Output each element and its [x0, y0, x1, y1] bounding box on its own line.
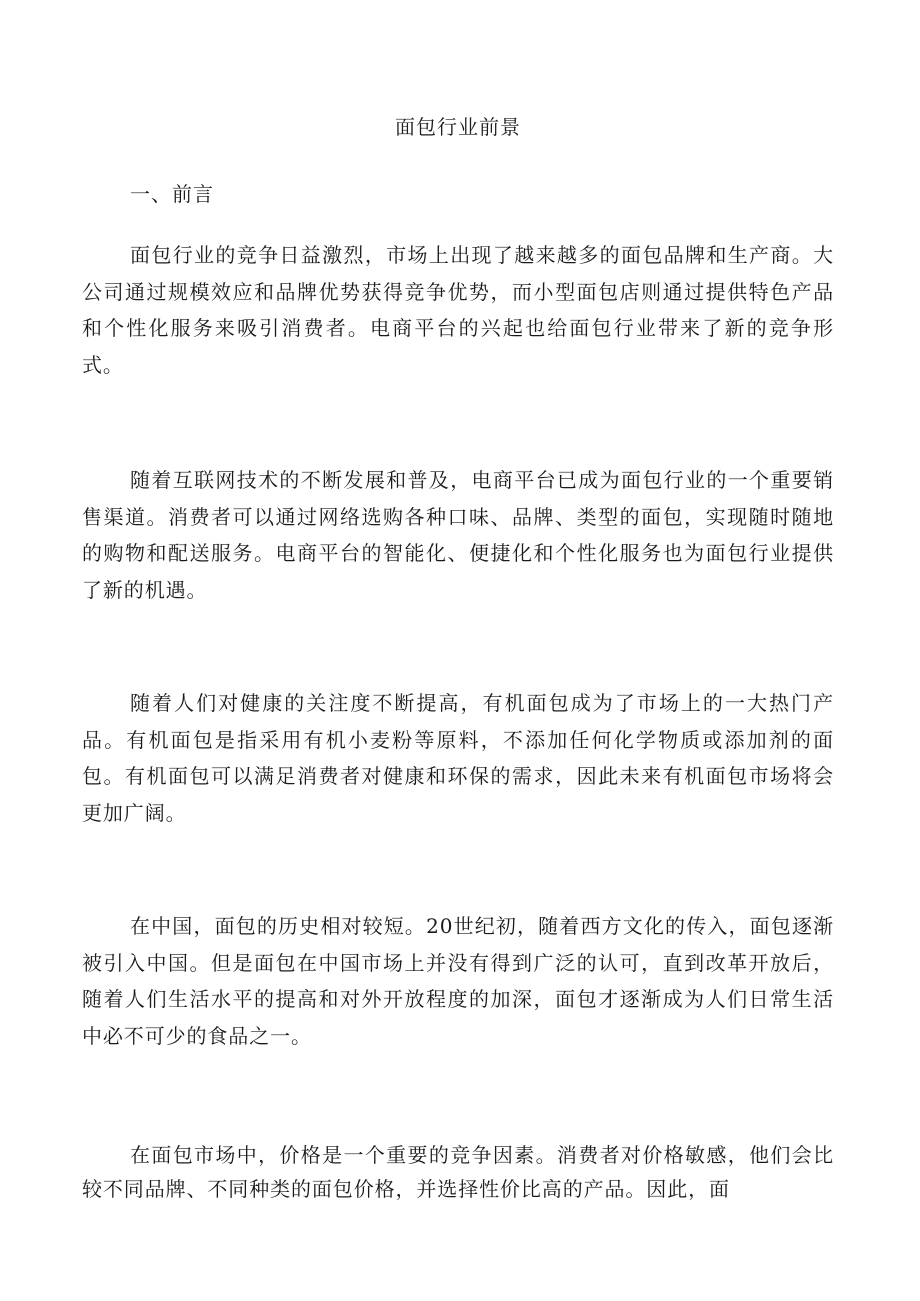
paragraph-history-china: 在中国，面包的历史相对较短。20世纪初，随着西方文化的传入，面包逐渐被引入中国。但是面包在中国市场上并没有得到广泛的认可，直到改革开放后，随着人们生活水平的提高和对外开放程度的加深，面包才逐渐成为人们日常生活中必不可少的食品之一。 — [82, 914, 834, 1048]
paragraph-organic-bread: 随着人们对健康的关注度不断提高，有机面包成为了市场上的一大热门产品。有机面包是指采用有机小麦粉等原料，不添加任何化学物质或添加剂的面包。有机面包可以满足消费者对健康和环保的需求，因此未来有机面包市场将会更加广阔。 — [82, 691, 834, 825]
paragraph-price: 在面包市场中，价格是一个重要的竞争因素。消费者对价格敏感，他们会比较不同品牌、不同种类的面包价格，并选择性价比高的产品。因此，面 — [82, 1143, 834, 1201]
section-heading: 一、前言 — [130, 182, 214, 206]
paragraph-ecommerce: 随着互联网技术的不断发展和普及，电商平台已成为面包行业的一个重要销售渠道。消费者可以通过网络选购各种口味、品牌、类型的面包，实现随时随地的购物和配送服务。电商平台的智能化、便捷化和个性化服务也为面包行业提供了新的机遇。 — [82, 468, 834, 602]
document-title: 面包行业前景 — [395, 115, 521, 139]
paragraph-competition: 面包行业的竞争日益激烈，市场上出现了越来越多的面包品牌和生产商。大公司通过规模效应和品牌优势获得竞争优势，而小型面包店则通过提供特色产品和个性化服务来吸引消费者。电商平台的兴起也给面包行业带来了新的竞争形式。 — [82, 243, 834, 377]
